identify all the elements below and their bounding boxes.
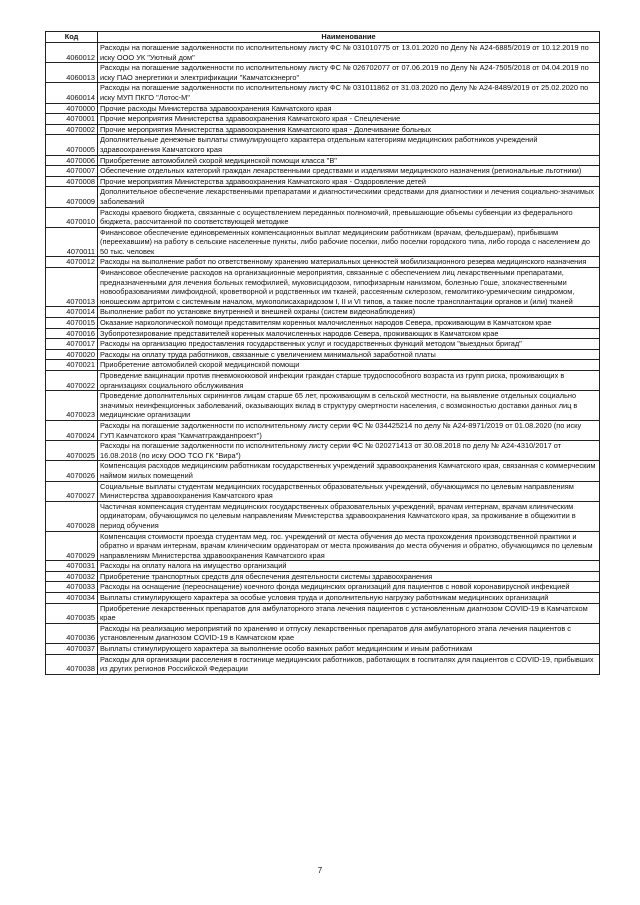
table-header-row [46,32,600,43]
row-name: Выполнение работ по установке внутренней и внешней охраны (систем видеонаблюдения) [98,307,600,318]
table-row [46,318,600,329]
row-name: Дополнительное обеспечение лекарственными препаратами и диагностическими средствами для диагностики и лечения социально-значимых заболеваний [98,187,600,207]
row-code: 4070031 [46,561,98,572]
table-row [46,349,600,360]
table-row [46,531,600,561]
table-row [46,654,600,674]
row-name: Расходы на погашение задолженности по исполнительному листу ФС № 026702077 от 07.06.2019 по Делу № А24-7505/2018 от 04.04.2019 по иску ПАО энергетики и электрификации "Камчатскэнерго" [98,63,600,83]
row-name: Финансовое обеспечение расходов на организационные мероприятия, связанные с обеспечением лиц лекарственными препаратами, предназначенными для лечения больных гемофилией, муковисцидозом, гипофизарным нанизмом, болезнью Гоше, злокачественными новообразованиями лимфоидной, кроветворной и родственных им тканей, рассеянным склерозом, гемолитико-уремическим синдромом, юношеским артритом с системным началом, мукополисахаридозом I, II и VI типов, а также после трансплантации органов и (или) тканей [98,268,600,307]
row-code: 4070028 [46,501,98,531]
row-name: Проведение вакцинации против пневмококковой инфекции граждан старше трудоспособного возраста из групп риска, проживающих в организациях социального обслуживания [98,371,600,391]
row-code: 4070035 [46,603,98,623]
row-name: Приобретение транспортных средств для обеспечения деятельности системы здравоохранения [98,571,600,582]
row-name: Расходы для организации расселения в гостинице медицинских работников, работающих в госпиталях для пациентов с COVID-19, прибывших из других регионов Российской Федерации [98,654,600,674]
row-name: Расходы на организацию предоставления государственных услуг и государственных функций методом "выездных бригад" [98,339,600,350]
row-name: Приобретение автомобилей скорой медицинской помощи [98,360,600,371]
row-code: 4070012 [46,257,98,268]
page-number: 7 [317,866,323,875]
table-row [46,155,600,166]
row-name: Расходы на погашение задолженности по исполнительному листу серии ФС № 020271413 от 30.08.2018 по делу № А24-4310/2017 от 16.08.2018 (по иску ООО ТСО ГК "Вира") [98,441,600,461]
table-row [46,371,600,391]
row-code: 4070034 [46,593,98,604]
table-row [46,135,600,155]
row-code: 4060012 [46,43,98,63]
row-code: 4070011 [46,227,98,257]
row-name: Прочие мероприятия Министерства здравоохранения Камчатского края - Долечивание больных [98,124,600,135]
table-row [46,63,600,83]
row-code: 4070037 [46,644,98,655]
row-name: Приобретение автомобилей скорой медицинской помощи класса "В" [98,155,600,166]
row-code: 4070025 [46,441,98,461]
row-name: Дополнительные денежные выплаты стимулирующего характера отдельным категориям медицинских работников учреждений здравоохранения Камчатского края [98,135,600,155]
row-code: 4070001 [46,114,98,125]
table-row [46,420,600,440]
row-code: 4070023 [46,391,98,421]
table-row [46,307,600,318]
row-code: 4070038 [46,654,98,674]
table-row [46,103,600,114]
row-code: 4070022 [46,371,98,391]
table-row [46,441,600,461]
row-code: 4070027 [46,481,98,501]
table-row [46,461,600,481]
row-code: 4060013 [46,63,98,83]
row-name: Расходы на погашение задолженности по исполнительному листу ФС № 031011862 от 31.03.2020 по Делу № А24-8489/2019 от 25.02.2020 по иску МУП ПКГО "Лотос-М" [98,83,600,103]
table-row [46,257,600,268]
row-name: Прочие расходы Министерства здравоохранения Камчатского края [98,103,600,114]
table-row [46,124,600,135]
row-name: Расходы на выполнение работ по ответственному хранению материальных ценностей мобилизационного резерва медицинского назначения [98,257,600,268]
table-body [46,43,600,675]
row-name: Расходы на погашение задолженности по исполнительному листу ФС № 031010775 от 13.01.2020 по Делу № А24-6885/2019 от 10.12.2019 по иску ООО УК "Уютный дом" [98,43,600,63]
table-row [46,83,600,103]
row-code: 4070009 [46,187,98,207]
table-row [46,227,600,257]
table-row [46,328,600,339]
row-name: Расходы на реализацию мероприятий по хранению и отпуску лекарственных препаратов для амбулаторного этапа лечения пациентов с установленным диагнозом COVID-19 в Камчатском крае [98,623,600,643]
row-name: Компенсация стоимости проезда студентам мед. гос. учреждений от места обучения до места прохождения производственной практики и обратно и врачам интернам, врачам клиническим ординаторам от места проживания до места обучения и обратно, обучающимся по целевым направлениям Министерства здравоохранения Камчатского края [98,531,600,561]
row-code: 4060014 [46,83,98,103]
row-code: 4070029 [46,531,98,561]
budget-codes-table [45,31,600,675]
table-row [46,481,600,501]
row-code: 4070005 [46,135,98,155]
table-row [46,166,600,177]
row-code: 4070036 [46,623,98,643]
table-row [46,561,600,572]
table-row [46,603,600,623]
table-row [46,501,600,531]
row-name: Обеспечение отдельных категорий граждан лекарственными средствами и изделиями медицинского назначения (региональные льготники) [98,166,600,177]
name-column-header: Наименование [98,32,600,43]
row-code: 4070017 [46,339,98,350]
table-row [46,207,600,227]
table-row [46,582,600,593]
row-name: Компенсация расходов медицинским работникам государственных учреждений здравоохранения Камчатского края, связанная с коммерческим наймом жилых помещений [98,461,600,481]
table-row [46,593,600,604]
row-code: 4070000 [46,103,98,114]
row-name: Частичная компенсация студентам медицинских государственных образовательных учреждений, врачам интернам, врачам клиническим ординаторам, обучающимся по целевым направлениям Министерства здравоохранения Камчатского края, за проживание в общежитии в период обучения [98,501,600,531]
row-name: Оказание наркологической помощи представителям коренных малочисленных народов Севера, проживающим в Камчатском крае [98,318,600,329]
table-row [46,268,600,307]
row-code: 4070032 [46,571,98,582]
row-code: 4070007 [46,166,98,177]
row-name: Зубопротезирование представителей коренных малочисленных народов Севера, проживающих в Камчатском крае [98,328,600,339]
row-name: Приобретение лекарственных препаратов для амбулаторного этапа лечения пациентов с установленным диагнозом COVID-19 в Камчатском крае [98,603,600,623]
table-row [46,176,600,187]
row-name: Расходы на оснащение (переоснащение) коечного фонда медицинских организаций для пациентов с новой коронавирусной инфекцией [98,582,600,593]
row-code: 4070006 [46,155,98,166]
row-name: Выплаты стимулирующего характера за особые условия труда и дополнительную нагрузку работникам медицинских организаций [98,593,600,604]
row-name: Расходы на погашение задолженности по исполнительному листу серии ФС № 034425214 по делу № А24-8971/2019 от 01.08.2020 (по иску ГУП Камчатского края "Камчатгражданпроект") [98,420,600,440]
row-code: 4070026 [46,461,98,481]
row-code: 4070024 [46,420,98,440]
row-code: 4070033 [46,582,98,593]
row-name: Финансовое обеспечение единовременных компенсационных выплат медицинским работникам (врачам, фельдшерам), прибывшим (переехавшим) на работу в сельские населенные пункты, либо рабочие поселки, либо поселки городского типа, либо города с населением до 50 тыс. человек [98,227,600,257]
table-row [46,114,600,125]
row-name: Проведение дополнительных скринингов лицам старше 65 лет, проживающим в сельской местности, на выявление отдельных социально значимых неинфекционных заболеваний, оказывающих вклад в структуру смертности населения, с возможностью доставки данных лиц в медицинские организации [98,391,600,421]
table-row [46,623,600,643]
row-code: 4070013 [46,268,98,307]
table-row [46,644,600,655]
row-code: 4070016 [46,328,98,339]
row-code: 4070010 [46,207,98,227]
row-name: Прочие мероприятия Министерства здравоохранения Камчатского края - Оздоровление детей [98,176,600,187]
table-row [46,339,600,350]
row-code: 4070014 [46,307,98,318]
row-code: 4070021 [46,360,98,371]
row-code: 4070008 [46,176,98,187]
row-code: 4070002 [46,124,98,135]
row-name: Социальные выплаты студентам медицинских государственных образовательных учреждений, обучающимся по целевым направлениям Министерства здравоохранения Камчатского края [98,481,600,501]
row-code: 4070020 [46,349,98,360]
row-name: Расходы краевого бюджета, связанные с осуществлением переданных полномочий, превышающие объемы субвенции из федерального бюджета, рассчитанной по соответствующей методике [98,207,600,227]
row-name: Расходы на оплату налога на имущество организаций [98,561,600,572]
table-row [46,571,600,582]
row-name: Расходы на оплату труда работников, связанные с увеличением минимальной заработной платы [98,349,600,360]
row-code: 4070015 [46,318,98,329]
table-row [46,43,600,63]
table-row [46,360,600,371]
row-name: Выплаты стимулирующего характера за выполнение особо важных работ медицинским и иным работникам [98,644,600,655]
code-column-header: Код [46,32,98,43]
table-row [46,187,600,207]
row-name: Прочие мероприятия Министерства здравоохранения Камчатского края - Спецлечение [98,114,600,125]
table-row [46,391,600,421]
